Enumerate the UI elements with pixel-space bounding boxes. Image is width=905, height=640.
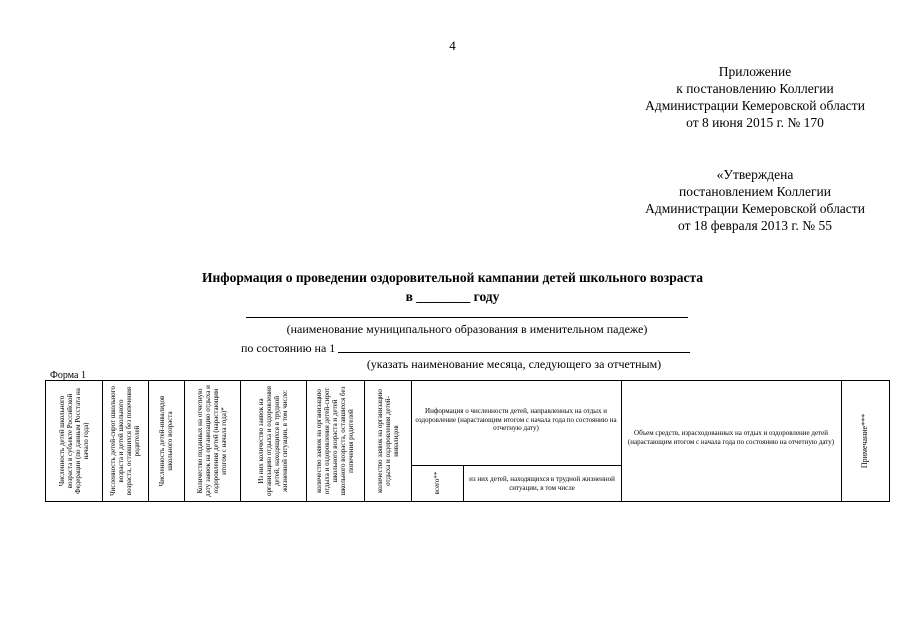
header-cell-children-count [46,381,102,501]
header-text: Численность детей-инвалидов школьного возраста [158,395,174,487]
header-cell-orphan-applications [306,381,364,501]
approval-line: постановлением Коллегии [679,184,831,199]
header-cell-hardship-applications [240,381,306,501]
header-text: Количество поданных на отчетную дату заявок на организацию отдыха и оздоровления детей (нарастающим итогом с начала года)* [196,385,228,497]
form-label: Форма 1 [50,370,86,381]
header-cell-note [841,381,889,501]
header-funds: Объем средств, израсходованных на отдых и оздоровление детей (нарастающим итогом с начала года по состоянию на отчетную дату) [627,429,835,446]
appendix-line: Приложение [718,64,792,79]
approval-line: «Утверждена [716,167,794,182]
approval-line: Администрации Кемеровской области [645,201,865,216]
month-line [338,352,690,353]
header-cell-total [411,465,463,501]
document-title: Информация о проведении оздоровительной кампании детей школьного возраста [202,270,703,285]
column-divider [463,465,464,501]
appendix-line: от 8 июня 2015 г. № 170 [686,115,824,130]
approval-reference [620,166,890,234]
state-as-of-label: по состоянию на 1 [241,341,336,355]
municipality-line [246,317,688,318]
header-info-sent: Информация о численности детей, направленных на отдых и оздоровление (нарастающим итогом с начала года по состоянию на отчетную дату) [415,407,617,432]
appendix-line: к постановлению Коллегии [676,81,834,96]
header-cell-orphans-count [102,381,148,501]
header-text: Численность детей школьного возраста в субъекте Российской Федерации (по данным Росстата на начало года) [58,388,90,494]
header-cell-disabled-count [148,381,184,501]
form-table [45,380,890,502]
header-text: всего** [433,471,441,495]
header-text: Численность детей-сирот школьного возраста и детей школьного возраста, оставшихся без попечения родителей [109,386,141,496]
municipality-caption: (наименование муниципального образования в именительном падеже) [286,322,648,336]
document-title-year: в ________ году [405,289,500,304]
appendix-line: Администрации Кемеровской области [645,98,865,113]
appendix-reference [620,63,890,131]
header-of-them: из них детей, находящихся в трудной жизненной ситуации, в том числе [469,475,615,492]
header-text: Примечание*** [860,413,869,469]
header-text: количество заявок на организацию отдыха и оздоровления детей-инвалидов [375,389,400,493]
month-caption: (указать наименование месяца, следующего за отчетным) [366,357,662,371]
approval-line: от 18 февраля 2013 г. № 55 [678,218,832,233]
column-divider [621,381,622,501]
header-text: количество заявок на организацию отдыха и оздоровления детей-сирот школьного возраста и детей школьного возраста, оставшихся без попечения родителей [315,386,355,496]
header-cell-disabled-applications [364,381,411,501]
page-number: 4 [449,38,456,53]
header-cell-applications [184,381,240,501]
header-text: Из них количество заявок на организацию отдыха и оздоровления детей, находящихся в трудной жизненной ситуации, в том числе: [257,386,289,496]
